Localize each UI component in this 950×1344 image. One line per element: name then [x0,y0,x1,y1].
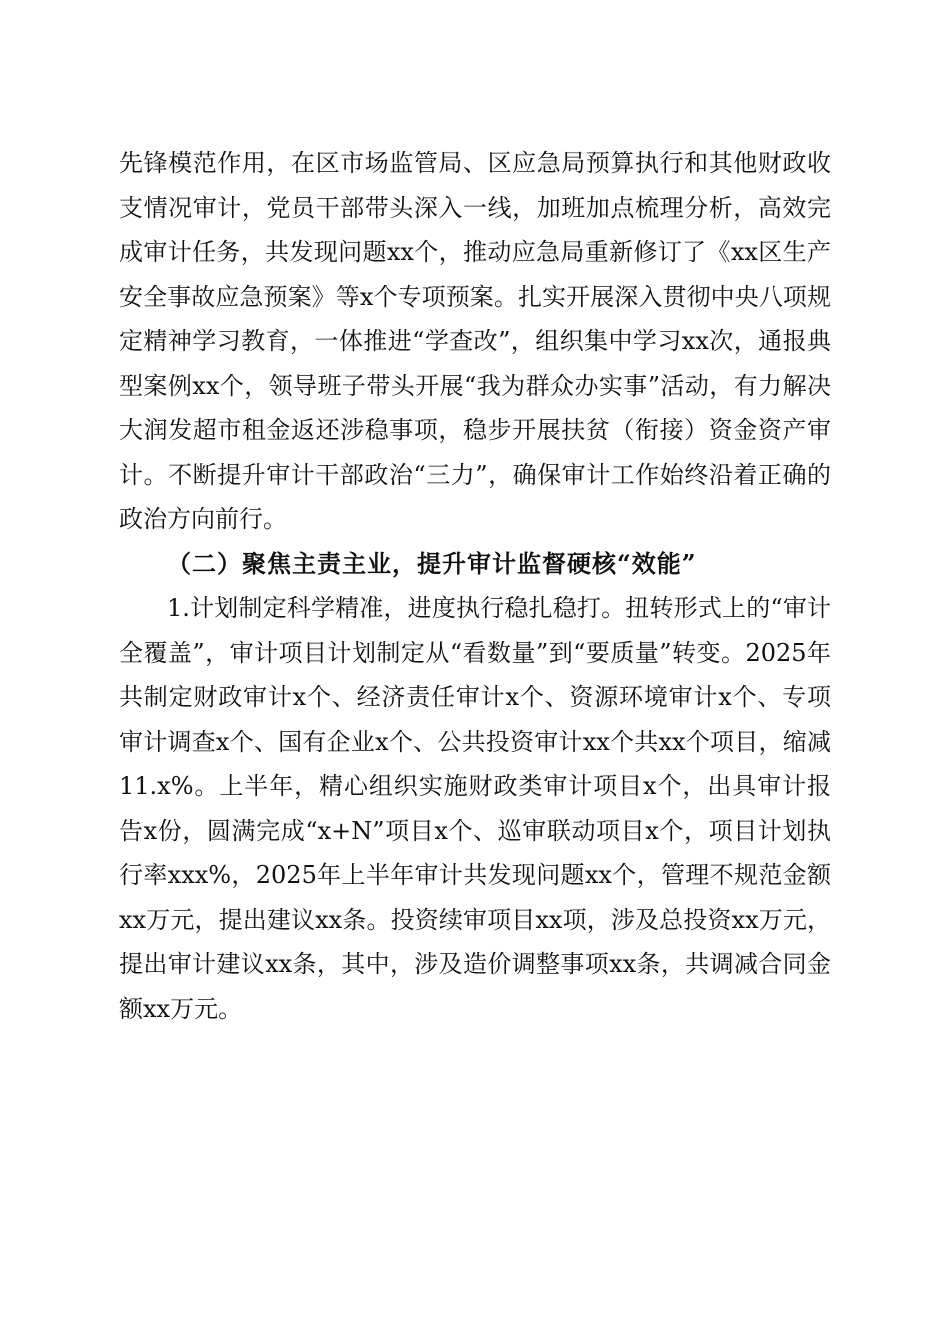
section-heading-2: （二）聚焦主责主业，提升审计监督硬核“效能” [167,548,697,578]
paragraph-plan-execution: 1.计划制定科学精准，进度执行稳扎稳打。扭转形式上的“审计全覆盖”，审计项目计划制定从“看数量”到“要质量”转变。2025年共制定财政审计x个、经济责任审计x个、资源环境审计x个、专项审计调查x个、国有企业x个、公共投资审计xx个共xx个项目，缩减11.x%。上半年，精心组织实施财政类审计项目x个，出具审计报告x份，圆满完成“x+N”项目x个、巡审联动项目x个，项目计划执行率xxx%，2025年上半年审计共发现问题xx个，管理不规范金额xx万元，提出建议xx条。投资续审项目xx项，涉及总投资xx万元，提出审计建议xx条，其中，涉及造价调整事项xx条，共调减合同金额xx万元。 [119,594,831,1023]
document-body [119,141,831,1031]
paragraph-party-role: 先锋模范作用，在区市场监管局、区应急局预算执行和其他财政收支情况审计，党员干部带头深入一线，加班加点梳理分析，高效完成审计任务，共发现问题xx个，推动应急局重新修订了《xx区生产安全事故应急预案》等x个专项预案。扎实开展深入贯彻中央八项规定精神学习教育，一体推进“学查改”，组织集中学习xx次，通报典型案例xx个，领导班子带头开展“我为群众办实事”活动，有力解决大润发超市租金返还涉稳事项，稳步开展扶贫（衔接）资金资产审计。不断提升审计干部政治“三力”，确保审计工作始终沿着正确的政治方向前行。 [119,149,831,533]
